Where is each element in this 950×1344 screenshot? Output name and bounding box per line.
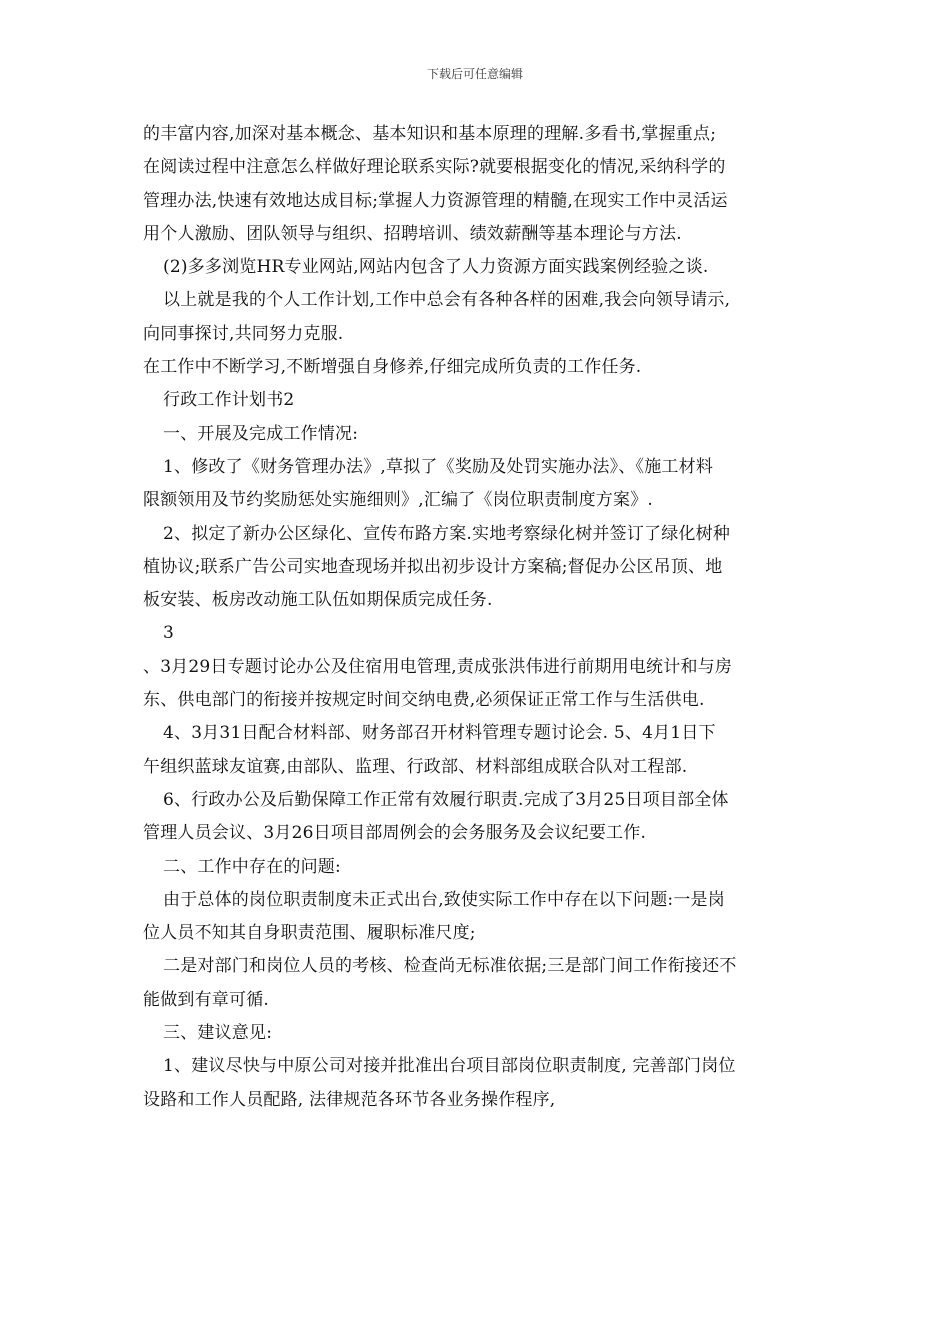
text-line: 2、拟定了新办公区绿化、宣传布路方案.实地考察绿化树并签订了绿化树种	[163, 523, 731, 544]
text-line: 三、建议意见:	[163, 1023, 273, 1044]
text-line: 行政工作计划书2	[163, 390, 295, 411]
text-line: 、3月29日专题讨论办公及住宿用电管理,责成张洪伟进行前期用电统计和与房	[143, 656, 733, 677]
text-line: 6、行政办公及后勤保障工作正常有效履行职责.完成了3月25日项目部全体	[163, 789, 729, 810]
text-line: 管理人员会议、3月26日项目部周例会的会务服务及会议纪要工作.	[143, 823, 647, 844]
text-line: 位人员不知其自身职责范围、履职标准尺度;	[143, 923, 476, 944]
text-line: 由于总体的岗位职责制度未正式出台,致使实际工作中存在以下问题:一是岗	[163, 889, 725, 910]
text-line: 的丰富内容,加深对基本概念、基本知识和基本原理的理解.多看书,掌握重点;	[143, 124, 717, 144]
page-header: 下载后可任意编辑	[426, 67, 523, 81]
text-line: 管理办法,快速有效地达成目标;掌握人力资源管理的精髓,在现实工作中灵活运	[143, 190, 728, 211]
text-line: 东、供电部门的衔接并按规定时间交纳电费,必须保证正常工作与生活供电.	[143, 690, 705, 711]
text-line: 植协议;联系广告公司实地查现场并拟出初步设计方案稿;督促办公区吊顶、地	[143, 556, 723, 577]
text-line: 1、修改了《财务管理办法》,草拟了《奖励及处罚实施办法》、《施工材料	[163, 456, 714, 477]
document-body	[143, 118, 811, 1117]
text-line: 午组织蓝球友谊赛,由部队、监理、行政部、材料部组成联合队对工程部.	[143, 756, 688, 777]
text-line: 一、开展及完成工作情况:	[163, 423, 359, 444]
text-line: 1、建议尽快与中原公司对接并批准出台项目部岗位职责制度, 完善部门岗位	[163, 1056, 736, 1077]
text-line: 二、工作中存在的问题:	[163, 856, 341, 877]
text-line: 用个人激励、团队领导与组织、招聘培训、绩效薪酬等基本理论与方法.	[143, 223, 682, 244]
text-line: 在阅读过程中注意怎么样做好理论联系实际?就要根据变化的情况,采纳科学的	[143, 157, 726, 178]
text-line: 4、3月31日配合材料部、财务部召开材料管理专题讨论会. 5、4月1日下	[163, 723, 716, 744]
text-line: 3	[163, 623, 175, 644]
text-line: (2)多多浏览HR专业网站,网站内包含了人力资源方面实践案例经验之谈.	[163, 257, 709, 278]
text-line: 以上就是我的个人工作计划,工作中总会有各种各样的困难,我会向领导请示,	[163, 290, 731, 311]
text-line: 二是对部门和岗位人员的考核、检查尚无标准依据;三是部门间工作衔接还不	[163, 956, 737, 977]
text-line: 设路和工作人员配路, 法律规范各环节各业务操作程序,	[143, 1089, 556, 1110]
text-line: 能做到有章可循.	[143, 989, 270, 1010]
text-line: 在工作中不断学习,不断增强自身修养,仔细完成所负责的工作任务.	[143, 357, 642, 378]
text-line: 向同事探讨,共同努力克服.	[143, 323, 344, 344]
text-line: 限额领用及节约奖励惩处实施细则》,汇编了《岗位职责制度方案》.	[143, 490, 654, 511]
text-line: 板安装、板房改动施工队伍如期保质完成任务.	[143, 590, 493, 611]
